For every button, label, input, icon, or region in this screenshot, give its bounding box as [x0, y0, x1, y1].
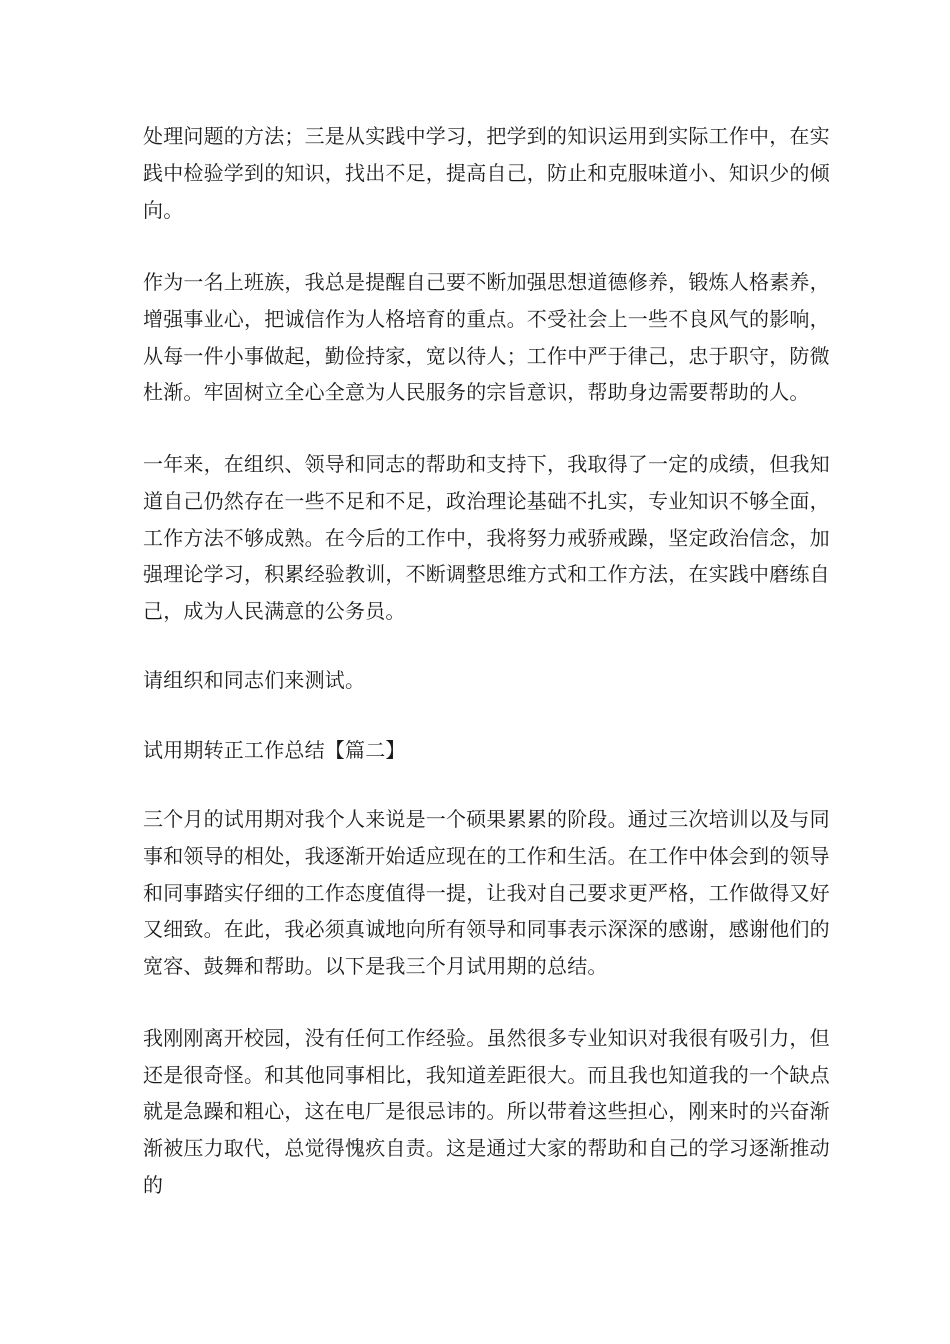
text-line: 杜渐。牢固树立全心全意为人民服务的宗旨意识，帮助身边需要帮助的人。	[143, 380, 810, 404]
text-line: 践中检验学到的知识，找出不足，提高自己，防止和克服味道小、知识少的倾	[143, 161, 830, 185]
text-line: 己，成为人民满意的公务员。	[143, 599, 406, 623]
text-line: 工作方法不够成熟。在今后的工作中，我将努力戒骄戒躁，坚定政治信念，加	[143, 526, 830, 550]
text-line: 强理论学习，积累经验教训，不断调整思维方式和工作方法，在实践中磨练自	[143, 562, 830, 586]
text-line: 又细致。在此，我必须真诚地向所有领导和同事表示深深的感谢，感谢他们的	[143, 917, 830, 941]
text-line: 我刚刚离开校园，没有任何工作经验。虽然很多专业知识对我很有吸引力，但	[143, 1026, 830, 1050]
text-line: 渐被压力取代，总觉得愧疚自责。这是通过大家的帮助和自己的学习逐渐推动	[143, 1136, 830, 1160]
text-line: 还是很奇怪。和其他同事相比，我知道差距很大。而且我也知道我的一个缺点	[143, 1063, 830, 1087]
text-line: 的	[143, 1173, 164, 1197]
text-line: 处理问题的方法；三是从实践中学习，把学到的知识运用到实际工作中，在实	[143, 124, 830, 148]
section-heading: 试用期转正工作总结【篇二】	[143, 738, 406, 762]
text-line: 一年来，在组织、领导和同志的帮助和支持下，我取得了一定的成绩，但我知	[143, 452, 830, 476]
text-line: 从每一件小事做起，勤俭持家，宽以待人；工作中严于律己，忠于职守，防微	[143, 344, 830, 368]
text-line: 宽容、鼓舞和帮助。以下是我三个月试用期的总结。	[143, 954, 608, 978]
text-line: 作为一名上班族，我总是提醒自己要不断加强思想道德修养，锻炼人格素养，	[143, 270, 830, 294]
text-line: 请组织和同志们来测试。	[143, 668, 366, 692]
text-line: 就是急躁和粗心，这在电厂是很忌讳的。所以带着这些担心，刚来时的兴奋渐	[143, 1099, 830, 1123]
text-line: 事和领导的相处，我逐渐开始适应现在的工作和生活。在工作中体会到的领导	[143, 844, 830, 868]
text-line: 向。	[143, 198, 184, 222]
text-line: 和同事踏实仔细的工作态度值得一提，让我对自己要求更严格，工作做得又好	[143, 881, 830, 905]
text-line: 三个月的试用期对我个人来说是一个硕果累累的阶段。通过三次培训以及与同	[143, 807, 830, 831]
text-line: 道自己仍然存在一些不足和不足，政治理论基础不扎实，专业知识不够全面，	[143, 489, 830, 513]
text-line: 增强事业心，把诚信作为人格培育的重点。不受社会上一些不良风气的影响，	[143, 307, 830, 331]
